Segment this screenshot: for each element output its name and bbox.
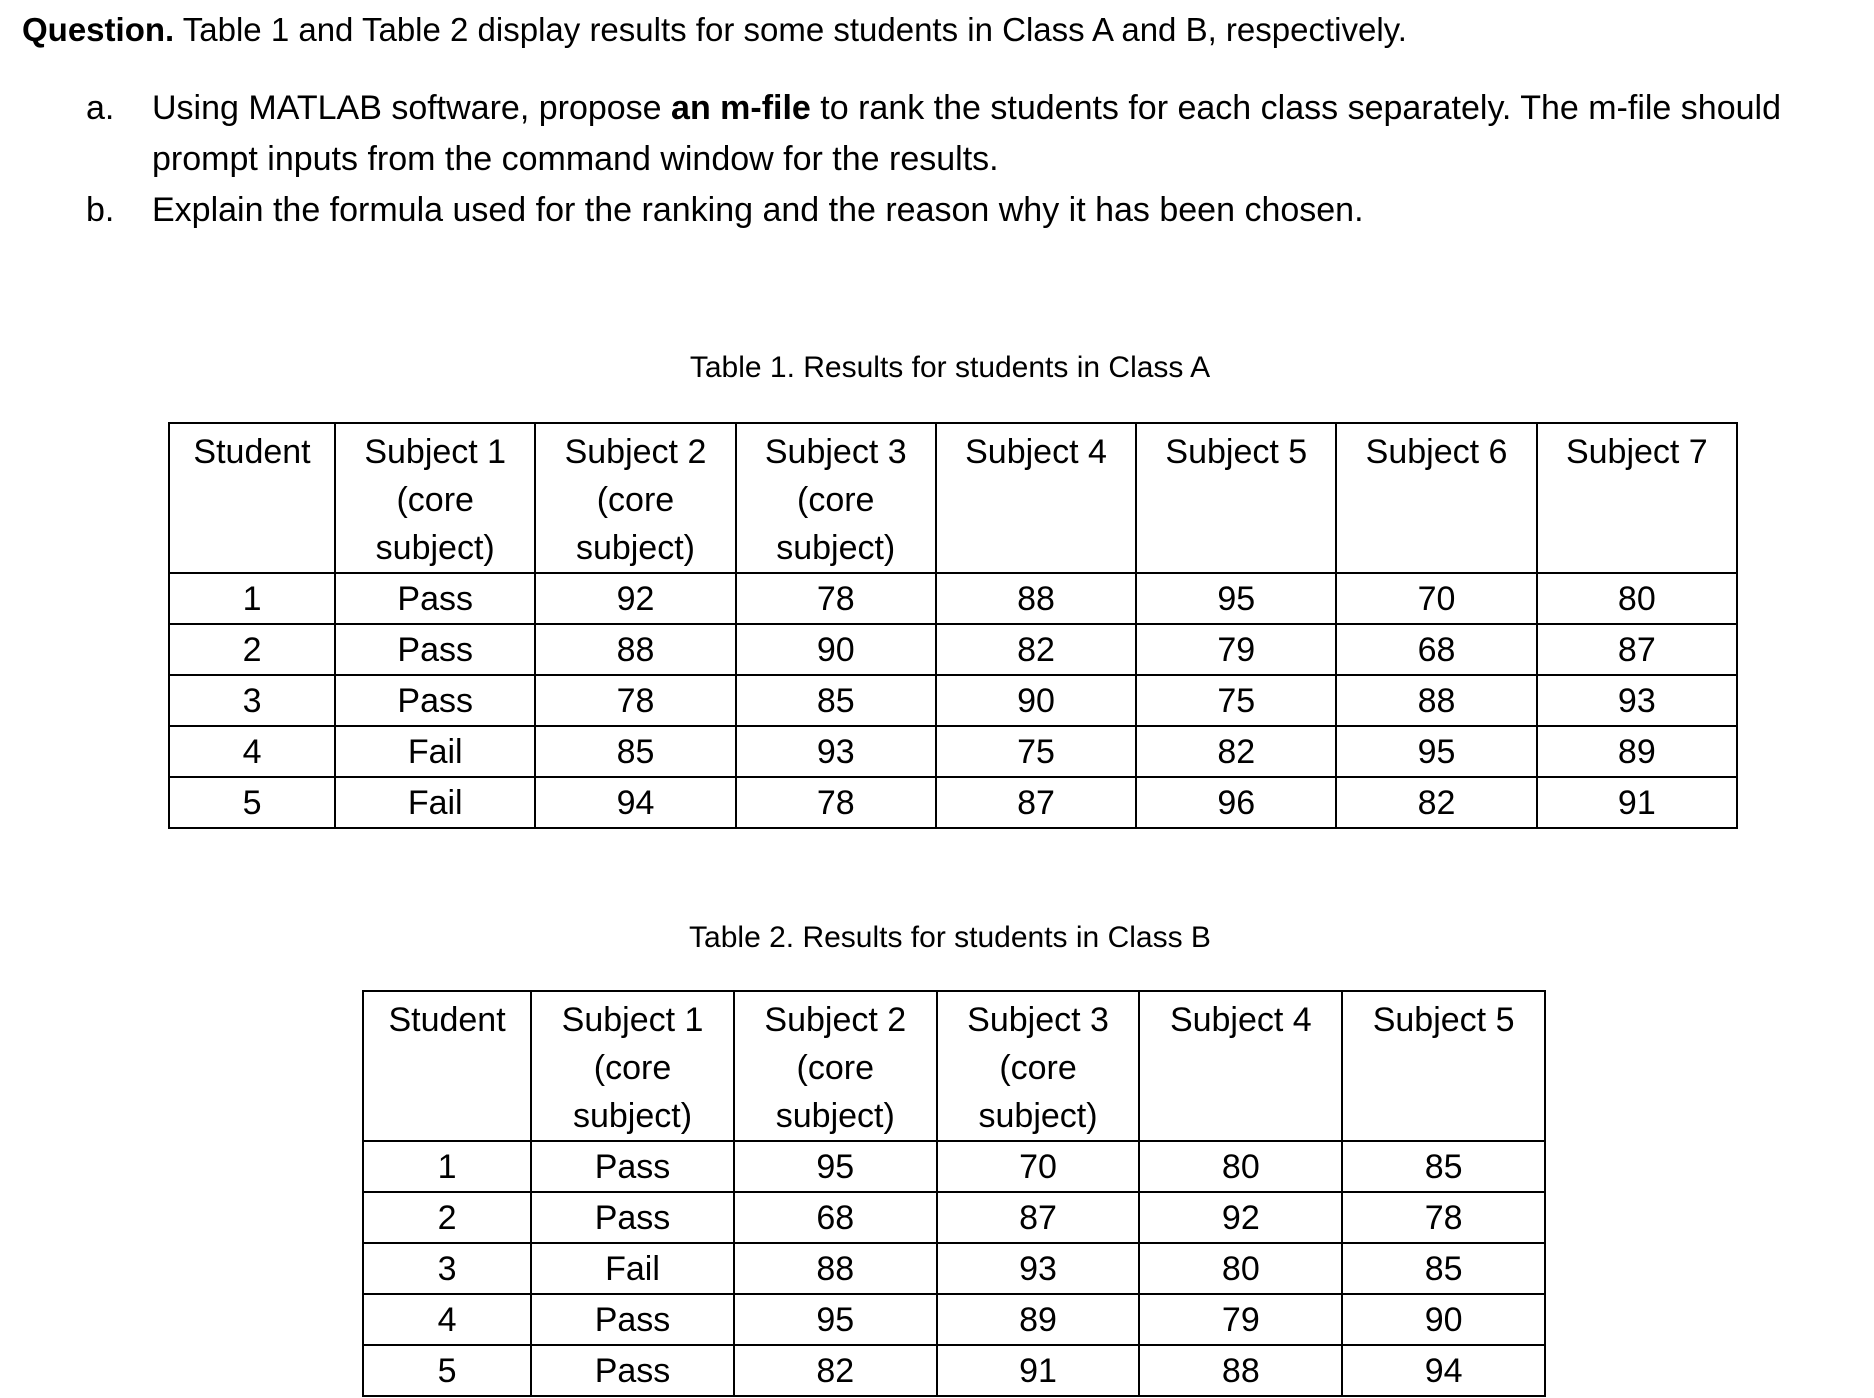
table2-cell: 87 [937,1192,1140,1243]
table1-header-text: Subject 7 [1565,433,1708,471]
table2-cell: Fail [531,1243,734,1294]
table2-header-text: Subject 5 [1372,1001,1515,1039]
table-row [169,624,1737,675]
table1-cell: 93 [1537,675,1737,726]
table1-cell: Pass [335,573,535,624]
table-row [169,573,1737,624]
table1-cell: 5 [169,777,335,828]
table1-cell: 87 [936,777,1136,828]
table1-cell: 88 [535,624,735,675]
table2-header-text: Subject 1 [561,1001,704,1039]
table1-cell: 78 [736,573,936,624]
table2-cell: 95 [734,1141,937,1192]
table1-cell: 75 [936,726,1136,777]
table1-header-text: subject) [575,529,695,567]
table1-header-text: (core [797,481,875,519]
table2-cell: 88 [734,1243,937,1294]
table1-header-text: (core [396,481,474,519]
table1-header-cell [736,423,936,573]
table2-cell: Pass [531,1141,734,1192]
item-a-line2: prompt inputs from the command window for the results. [152,140,999,178]
table1-cell: 75 [1136,675,1336,726]
table2-body [363,991,1545,1396]
table1-cell: 92 [535,573,735,624]
table2-cell: Pass [531,1192,734,1243]
table2-caption: Table 2. Results for students in Class B [689,921,1211,954]
table1-cell: 93 [736,726,936,777]
table1-cell: Pass [335,624,535,675]
table1-cell: 82 [1336,777,1536,828]
table1-cell: 95 [1336,726,1536,777]
table2-cell: 2 [363,1192,531,1243]
table2-header-text: Subject 4 [1169,1001,1312,1039]
table2-cell: 90 [1342,1294,1545,1345]
table1-cell: 94 [535,777,735,828]
table1-header-cell [1336,423,1536,573]
table1-cell: 68 [1336,624,1536,675]
table2-cell: 79 [1139,1294,1342,1345]
question-text: Table 1 and Table 2 display results for some students in Class A and B, respectively. [174,11,1407,48]
table2-header-text: Subject 3 [967,1001,1109,1039]
question-label: Question. [22,11,175,48]
table2-cell: 95 [734,1294,937,1345]
table2-header-cell [363,991,531,1141]
table2-cell: 1 [363,1141,531,1192]
item-a-line1-bold: an m-file [671,89,811,127]
table1-cell: 1 [169,573,335,624]
table1-cell: 87 [1537,624,1737,675]
table1-header-text: Subject 4 [965,433,1107,471]
table1-header-text: (core [596,481,675,519]
table1-header-text: Student [193,433,311,471]
table2-header-text: Subject 2 [764,1001,907,1039]
table1-header-text: subject) [375,529,495,567]
item-a-line1-pre: Using MATLAB software, propose [152,89,672,127]
table1-header-cell [535,423,735,573]
table1-header-text: Subject 1 [364,433,507,471]
table1-cell: 2 [169,624,335,675]
table1-cell: 78 [535,675,735,726]
table1-header-cell [169,423,335,573]
table1-header-text: Subject 3 [764,433,907,471]
table2-cell: 78 [1342,1192,1545,1243]
question-line [22,8,1407,52]
table2 [362,990,1546,1397]
item-a-line1-post: to rank the students for each class separately. The m-file should [810,89,1781,127]
table2-cell: 5 [363,1345,531,1396]
table1-cell: 79 [1136,624,1336,675]
table-row [363,1192,1545,1243]
table1-cell: 3 [169,675,335,726]
table2-cell: 68 [734,1192,937,1243]
table2-header-text: (core [593,1049,672,1087]
table1 [168,422,1738,829]
table2-cell: Pass [531,1294,734,1345]
table1-header-cell [1537,423,1737,573]
item-a-marker: a. [86,89,115,127]
table1-cell: 88 [1336,675,1536,726]
table2-cell: Pass [531,1345,734,1396]
table1-cell: 80 [1537,573,1737,624]
table1-header-text: Subject 2 [564,433,707,471]
table1-cell: 90 [736,624,936,675]
table2-cell: 82 [734,1345,937,1396]
table2-header-row [363,991,1545,1141]
table2-cell: 80 [1139,1141,1342,1192]
table2-header-text: Student [388,1001,506,1039]
table1-cell: 70 [1336,573,1536,624]
table2-header-cell [531,991,734,1141]
table1-cell: 89 [1537,726,1737,777]
table1-cell: Fail [335,726,535,777]
table2-cell: 89 [937,1294,1140,1345]
table1-header-cell [1136,423,1336,573]
table1-cell: Pass [335,675,535,726]
table1-cell: 88 [936,573,1136,624]
table2-cell: 4 [363,1294,531,1345]
table2-cell: 85 [1342,1243,1545,1294]
table1-cell: 4 [169,726,335,777]
table1-cell: 95 [1136,573,1336,624]
table-row [363,1243,1545,1294]
table1-header-text: Subject 5 [1165,433,1308,471]
table1-cell: 82 [1136,726,1336,777]
table2-header-text: subject) [572,1097,693,1135]
table-row [363,1141,1545,1192]
table1-cell: 91 [1537,777,1737,828]
item-a-text [152,83,1781,185]
table2-cell: 70 [937,1141,1140,1192]
table2-header-text: (core [999,1049,1077,1087]
table2-header-cell [1342,991,1545,1141]
table2-header-cell [1139,991,1342,1141]
table-row [169,675,1737,726]
table2-cell: 94 [1342,1345,1545,1396]
table1-body [169,423,1737,828]
table2-cell: 88 [1139,1345,1342,1396]
table1-cell: 82 [936,624,1136,675]
table-row [363,1294,1545,1345]
item-b-text: Explain the formula used for the ranking and the reason why it has been chosen. [152,191,1364,229]
table1-caption: Table 1. Results for students in Class A [689,351,1211,384]
table1-header-cell [936,423,1136,573]
table1-cell: 85 [535,726,735,777]
table-row [363,1345,1545,1396]
table1-cell: 78 [736,777,936,828]
table-row [169,726,1737,777]
item-b-marker: b. [86,191,115,229]
table2-cell: 85 [1342,1141,1545,1192]
table1-header-text: subject) [776,529,896,567]
table2-header-cell [734,991,937,1141]
table2-cell: 91 [937,1345,1140,1396]
table1-cell: Fail [335,777,535,828]
table2-header-text: (core [796,1049,875,1087]
table2-header-text: subject) [978,1097,1098,1135]
table2-cell: 3 [363,1243,531,1294]
table1-cell: 96 [1136,777,1336,828]
table1-cell: 85 [736,675,936,726]
table1-cell: 90 [936,675,1136,726]
table2-header-cell [937,991,1140,1141]
table2-cell: 92 [1139,1192,1342,1243]
table1-header-row [169,423,1737,573]
table1-header-cell [335,423,535,573]
table-row [169,777,1737,828]
table2-cell: 93 [937,1243,1140,1294]
table2-cell: 80 [1139,1243,1342,1294]
table2-header-text: subject) [775,1097,895,1135]
table1-header-text: Subject 6 [1365,433,1508,471]
